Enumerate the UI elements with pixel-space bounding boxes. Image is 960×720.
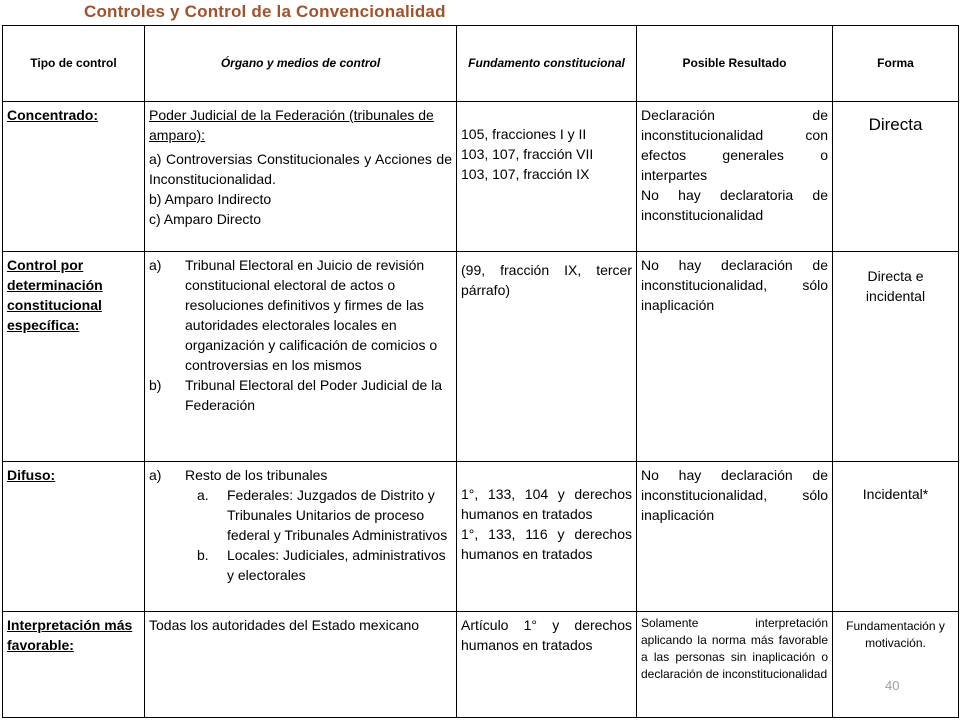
organo-list [149, 255, 452, 415]
organo-cell [145, 462, 457, 612]
fundamento-cell [457, 462, 637, 612]
row-label-cell [3, 462, 145, 612]
resultado-cell [637, 462, 833, 612]
forma-cell [833, 462, 959, 612]
forma-cell [833, 252, 959, 462]
forma-cell [833, 102, 959, 252]
fundamento-cell [457, 252, 637, 462]
organo-subitem: b. Locales: Judiciales, administrativos y electorales [197, 547, 446, 583]
organo-cell [145, 612, 457, 718]
fundamento-cell [457, 102, 637, 252]
resultado-cell [637, 252, 833, 462]
row-label-cell [3, 102, 145, 252]
resultado-cell [637, 102, 833, 252]
forma-value: Incidental* [862, 486, 929, 502]
resultado-line: Declaración de inconstitucionalidad con efectos generales o interpartes [641, 107, 828, 183]
resultado-line: No hay declaración de inconstitucionalidad, sólo inaplicación [641, 467, 828, 523]
row-label: Concentrado: [7, 107, 98, 123]
fundamento-line: 103, 107, fracción IX [461, 166, 590, 182]
organo-cell [145, 252, 457, 462]
controls-table [2, 25, 959, 718]
organo-heading: Poder Judicial de la Federación (tribunales de amparo): [149, 107, 434, 143]
organo-item: b) Amparo Indirecto [149, 191, 272, 207]
fundamento-line: Artículo 1° y derechos humanos en tratados [461, 617, 632, 653]
table-row [3, 252, 959, 462]
organo-item: a) Resto de los tribunales [149, 467, 328, 483]
table-row [3, 612, 959, 718]
row-label: Difuso: [7, 467, 56, 483]
header-row [3, 26, 959, 102]
resultado-line: Solamente interpretación aplicando la norma más favorable a las personas sin inaplicación o declaración de inconstitucionalidad [641, 616, 828, 681]
row-label-cell [3, 612, 145, 718]
page-number: 40 [885, 678, 900, 693]
fundamento-line: 1°, 133, 116 y derechos humanos en tratados [461, 526, 632, 562]
forma-value: Fundamentación y motivación. [846, 619, 945, 650]
organo-item: c) Amparo Directo [149, 211, 262, 227]
organo-text: Todas los autoridades del Estado mexicano [149, 617, 420, 633]
forma-value: Directa [868, 115, 923, 134]
table-row [3, 102, 959, 252]
page-title: Controles y Control de la Convencionalidad [84, 2, 446, 21]
organo-item: a) Tribunal Electoral en Juicio de revisión constitucional electoral de actos o resoluciones definitivos y firmes de las autoridades electorales locales en organización y calificación de comicios o controversias en los mismos [149, 257, 438, 373]
row-label: Control por determinación constitucional específica: [7, 257, 103, 333]
forma-value: Directa e incidental [865, 268, 926, 304]
organo-item: a) Controversias Constitucionales y Acciones de Inconstitucionalidad. [149, 151, 452, 187]
forma-cell [833, 612, 959, 718]
resultado-line: No hay declaración de inconstitucionalidad, sólo inaplicación [641, 257, 828, 313]
organo-subitem: a. Federales: Juzgados de Distrito y Tribunales Unitarios de proceso federal y Tribunales Administrativos [197, 487, 448, 543]
header-resultado: Posible Resultado [637, 26, 833, 102]
header-tipo: Tipo de control [3, 26, 145, 102]
organo-cell [145, 102, 457, 252]
resultado-line: No hay declaratoria de inconstitucionalidad [641, 187, 828, 223]
fundamento-cell [457, 612, 637, 718]
organo-item: b) Tribunal Electoral del Poder Judicial de la Federación [149, 377, 443, 413]
fundamento-line: 105, fracciones I y II [461, 126, 587, 142]
row-label-cell [3, 252, 145, 462]
fundamento-line: (99, fracción IX, tercer párrafo) [461, 262, 632, 298]
fundamento-line: 1°, 133, 104 y derechos humanos en tratados [461, 486, 632, 522]
header-fundamento: Fundamento constitucional [457, 26, 637, 102]
fundamento-line: 103, 107, fracción VII [461, 146, 594, 162]
header-organo: Órgano y medios de control [145, 26, 457, 102]
header-forma: Forma [833, 26, 959, 102]
resultado-cell [637, 612, 833, 718]
row-label: Interpretación más favorable: [7, 617, 133, 653]
table-row [3, 462, 959, 612]
